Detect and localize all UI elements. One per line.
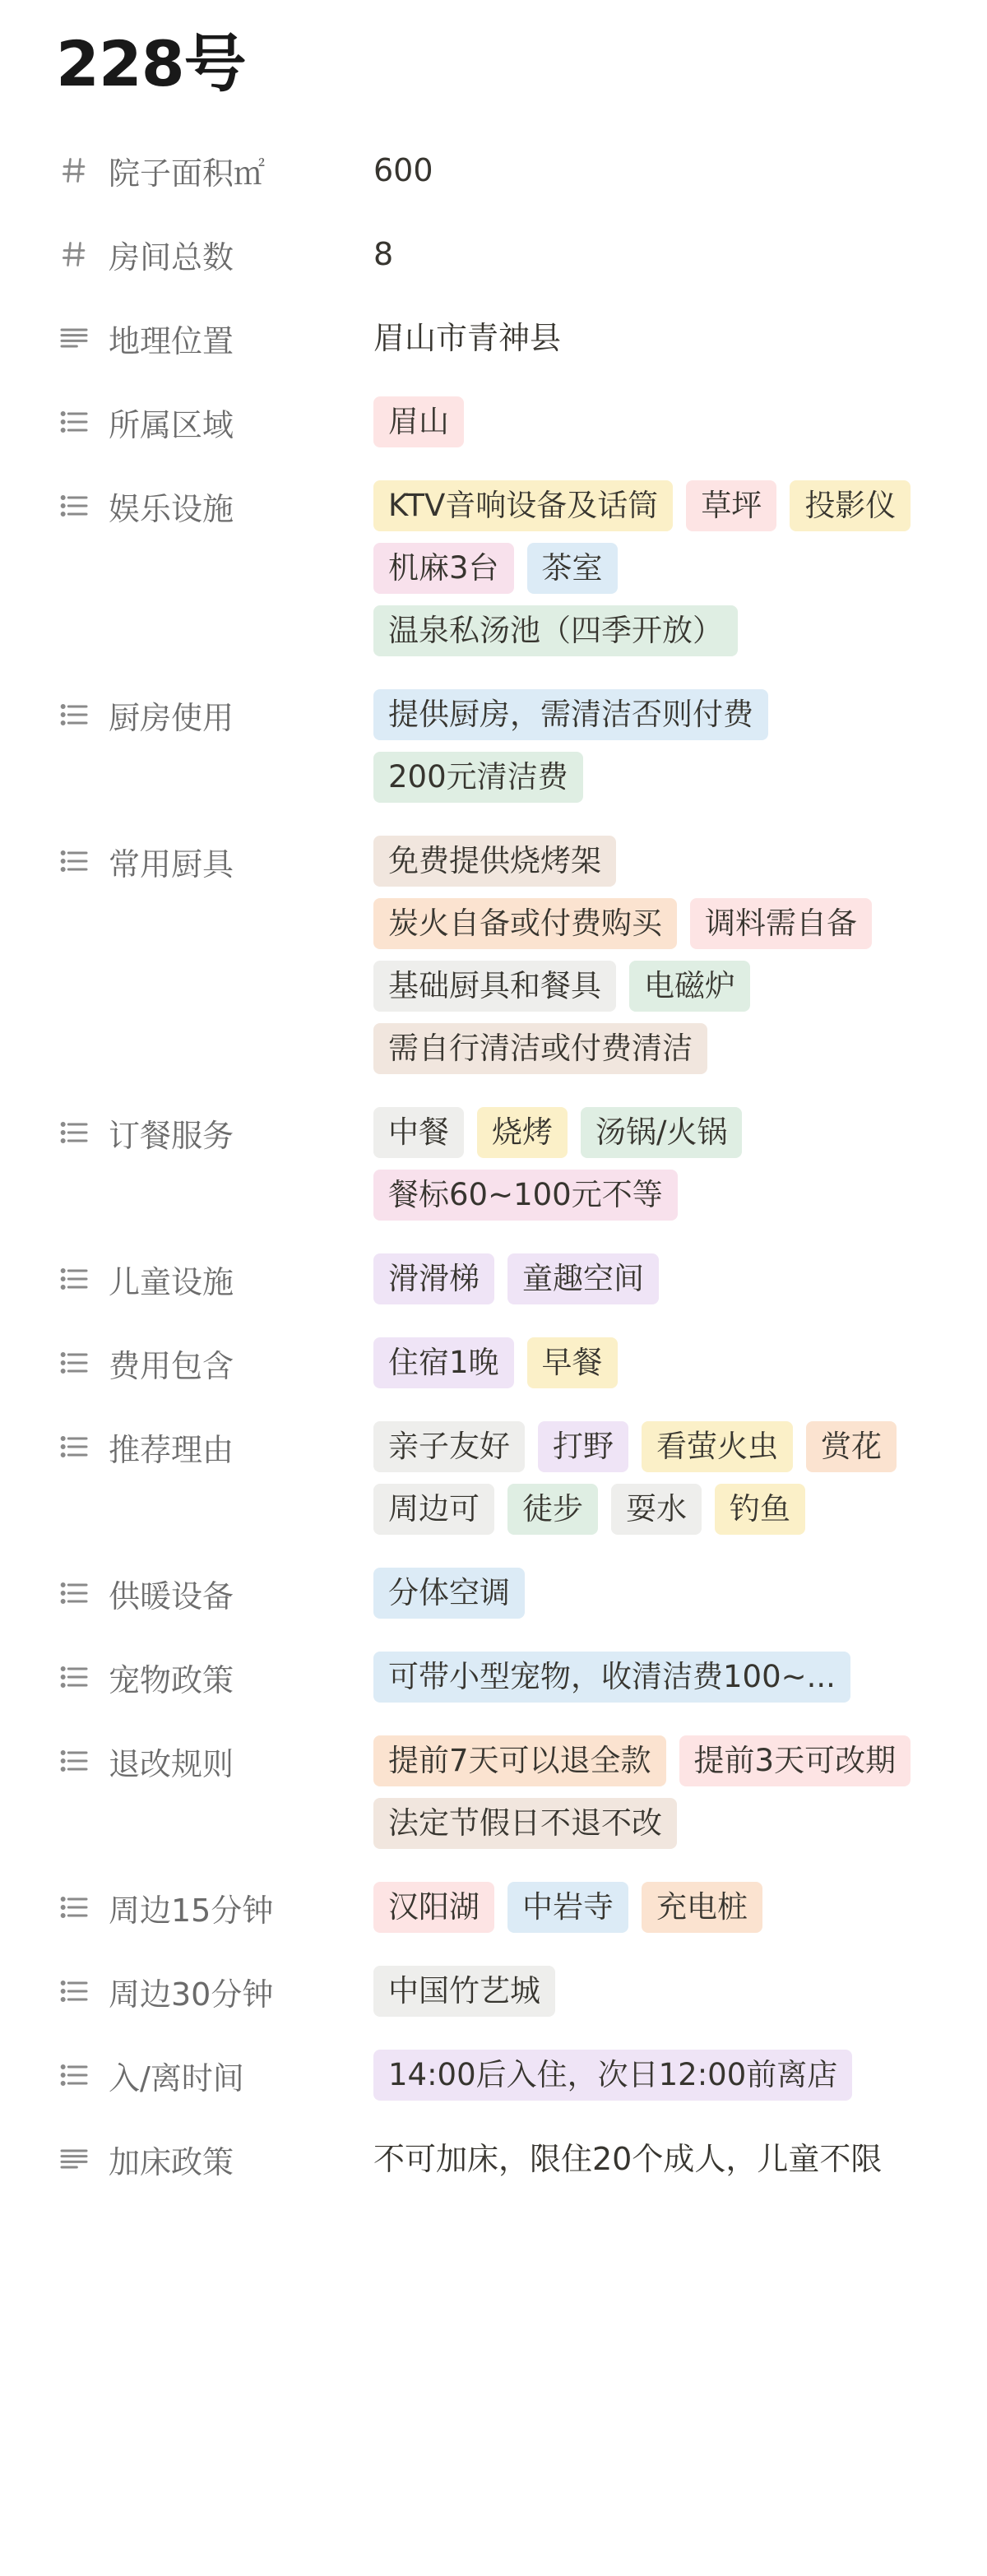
tag: 童趣空间 (507, 1253, 659, 1304)
property-row (56, 229, 931, 280)
property-value[interactable] (373, 480, 931, 656)
property-row (56, 1421, 931, 1535)
tag: 中国竹艺城 (373, 1966, 555, 2017)
property-row (56, 836, 931, 1074)
list-icon (56, 1345, 92, 1381)
property-value[interactable] (373, 689, 931, 803)
text-icon (56, 320, 92, 356)
property-label-text: 常用厨具 (109, 846, 234, 883)
property-row (56, 1735, 931, 1849)
tag: 茶室 (527, 543, 618, 594)
list-icon (56, 843, 92, 879)
property-row (56, 2050, 931, 2101)
property-value[interactable] (373, 396, 931, 447)
tag: 周边可 (373, 1484, 494, 1535)
tag: 滑滑梯 (373, 1253, 494, 1304)
number-icon (56, 236, 92, 272)
property-value[interactable] (373, 1337, 931, 1388)
property-row (56, 1107, 931, 1221)
property-text: 不可加床，限住20个成人，儿童不限 (373, 2141, 883, 2177)
tag: KTV音响设备及话筒 (373, 480, 673, 531)
property-label[interactable] (56, 2050, 373, 2101)
property-label-text: 房间总数 (109, 239, 234, 276)
tag: 可带小型宠物，收清洁费100~... (373, 1652, 850, 1703)
property-label[interactable] (56, 1735, 373, 1786)
property-row (56, 1966, 931, 2017)
tag: 200元清洁费 (373, 752, 583, 803)
list-icon (56, 1743, 92, 1779)
property-label-text: 所属区域 (109, 406, 234, 443)
tag: 耍水 (611, 1484, 702, 1535)
list-icon (56, 488, 92, 524)
property-label-text: 娱乐设施 (109, 490, 234, 527)
tag: 看萤火虫 (642, 1421, 793, 1472)
list-icon (56, 1114, 92, 1151)
property-value[interactable] (373, 1882, 931, 1933)
tag: 投影仪 (790, 480, 911, 531)
property-row (56, 1253, 931, 1304)
list-icon (56, 1429, 92, 1465)
property-value[interactable] (373, 1966, 931, 2017)
tag: 提供厨房，需清洁否则付费 (373, 689, 768, 740)
property-label[interactable] (56, 1107, 373, 1158)
property-label-text: 供暖设备 (109, 1578, 234, 1615)
tag: 汤锅/火锅 (581, 1107, 742, 1158)
tag: 汉阳湖 (373, 1882, 494, 1933)
property-label[interactable] (56, 313, 373, 364)
property-label[interactable] (56, 1568, 373, 1619)
property-label-text: 加床政策 (109, 2143, 234, 2180)
property-row (56, 145, 931, 196)
property-value[interactable] (373, 1421, 931, 1535)
list-icon (56, 1575, 92, 1611)
property-value[interactable] (373, 1652, 931, 1703)
property-label-text: 周边30分钟 (109, 1976, 274, 2013)
property-row (56, 1882, 931, 1933)
tag: 法定节假日不退不改 (373, 1798, 677, 1849)
tag: 免费提供烧烤架 (373, 836, 616, 887)
page-title: 228号 (56, 27, 246, 100)
property-row (56, 1568, 931, 1619)
tag: 眉山 (373, 396, 464, 447)
property-label-text: 费用包含 (109, 1347, 234, 1384)
text-icon (56, 2141, 92, 2177)
list-icon (56, 697, 92, 733)
tag: 徒步 (507, 1484, 598, 1535)
property-label[interactable] (56, 1966, 373, 2017)
tag: 中岩寺 (507, 1882, 628, 1933)
property-value[interactable] (373, 836, 931, 1074)
property-label-text: 入/离时间 (109, 2059, 244, 2096)
property-label[interactable] (56, 689, 373, 740)
property-value[interactable] (373, 1568, 931, 1619)
number-icon (56, 152, 92, 188)
property-label[interactable] (56, 1253, 373, 1304)
tag: 赏花 (806, 1421, 897, 1472)
tag: 提前3天可改期 (679, 1735, 911, 1786)
tag: 打野 (538, 1421, 628, 1472)
tag: 烧烤 (477, 1107, 568, 1158)
list-icon (56, 1889, 92, 1925)
property-label-text: 院子面积㎡ (109, 155, 266, 192)
list-icon (56, 1659, 92, 1695)
property-list (56, 145, 931, 2185)
property-label[interactable] (56, 396, 373, 447)
tag: 餐标60~100元不等 (373, 1170, 678, 1221)
property-label[interactable] (56, 229, 373, 280)
tag: 炭火自备或付费购买 (373, 898, 677, 949)
property-label-text: 厨房使用 (109, 699, 234, 736)
property-row (56, 2134, 931, 2185)
tag: 电磁炉 (629, 961, 750, 1012)
property-label[interactable] (56, 1652, 373, 1703)
property-value[interactable] (373, 145, 931, 196)
property-row (56, 689, 931, 803)
property-row (56, 396, 931, 447)
property-value[interactable] (373, 2134, 931, 2185)
property-label-text: 推荐理由 (109, 1431, 234, 1468)
tag: 中餐 (373, 1107, 464, 1158)
tag: 亲子友好 (373, 1421, 525, 1472)
list-icon (56, 1973, 92, 2009)
property-label-text: 周边15分钟 (109, 1892, 274, 1929)
list-icon (56, 404, 92, 440)
property-label[interactable] (56, 836, 373, 887)
property-label[interactable] (56, 145, 373, 196)
tag: 钓鱼 (715, 1484, 805, 1535)
tag: 早餐 (527, 1337, 618, 1388)
tag: 草坪 (686, 480, 776, 531)
property-row (56, 1337, 931, 1388)
property-value[interactable] (373, 229, 931, 280)
list-icon (56, 1261, 92, 1297)
list-icon (56, 2057, 92, 2093)
property-value[interactable] (373, 1253, 931, 1304)
property-value[interactable] (373, 313, 931, 364)
property-value[interactable] (373, 2050, 931, 2101)
property-label[interactable] (56, 2134, 373, 2185)
property-label[interactable] (56, 1421, 373, 1472)
tag: 温泉私汤池（四季开放） (373, 605, 738, 656)
property-label[interactable] (56, 1337, 373, 1388)
tag: 分体空调 (373, 1568, 525, 1619)
property-label-text: 地理位置 (109, 322, 234, 359)
property-label-text: 宠物政策 (109, 1661, 234, 1698)
tag: 需自行清洁或付费清洁 (373, 1023, 707, 1074)
property-row (56, 313, 931, 364)
property-label[interactable] (56, 480, 373, 531)
property-row (56, 1652, 931, 1703)
tag: 充电桩 (642, 1882, 762, 1933)
property-label-text: 儿童设施 (109, 1263, 234, 1300)
tag: 14:00后入住，次日12:00前离店 (373, 2050, 852, 2101)
property-text: 600 (373, 152, 433, 188)
property-label-text: 订餐服务 (109, 1117, 234, 1154)
tag: 基础厨具和餐具 (373, 961, 616, 1012)
property-value[interactable] (373, 1107, 931, 1221)
property-text: 8 (373, 236, 394, 272)
property-label[interactable] (56, 1882, 373, 1933)
property-row (56, 480, 931, 656)
property-label-text: 退改规则 (109, 1745, 234, 1782)
tag: 调料需自备 (690, 898, 872, 949)
tag: 机麻3台 (373, 543, 514, 594)
tag: 提前7天可以退全款 (373, 1735, 666, 1786)
property-value[interactable] (373, 1735, 931, 1849)
property-text: 眉山市青神县 (373, 320, 562, 356)
tag: 住宿1晚 (373, 1337, 514, 1388)
